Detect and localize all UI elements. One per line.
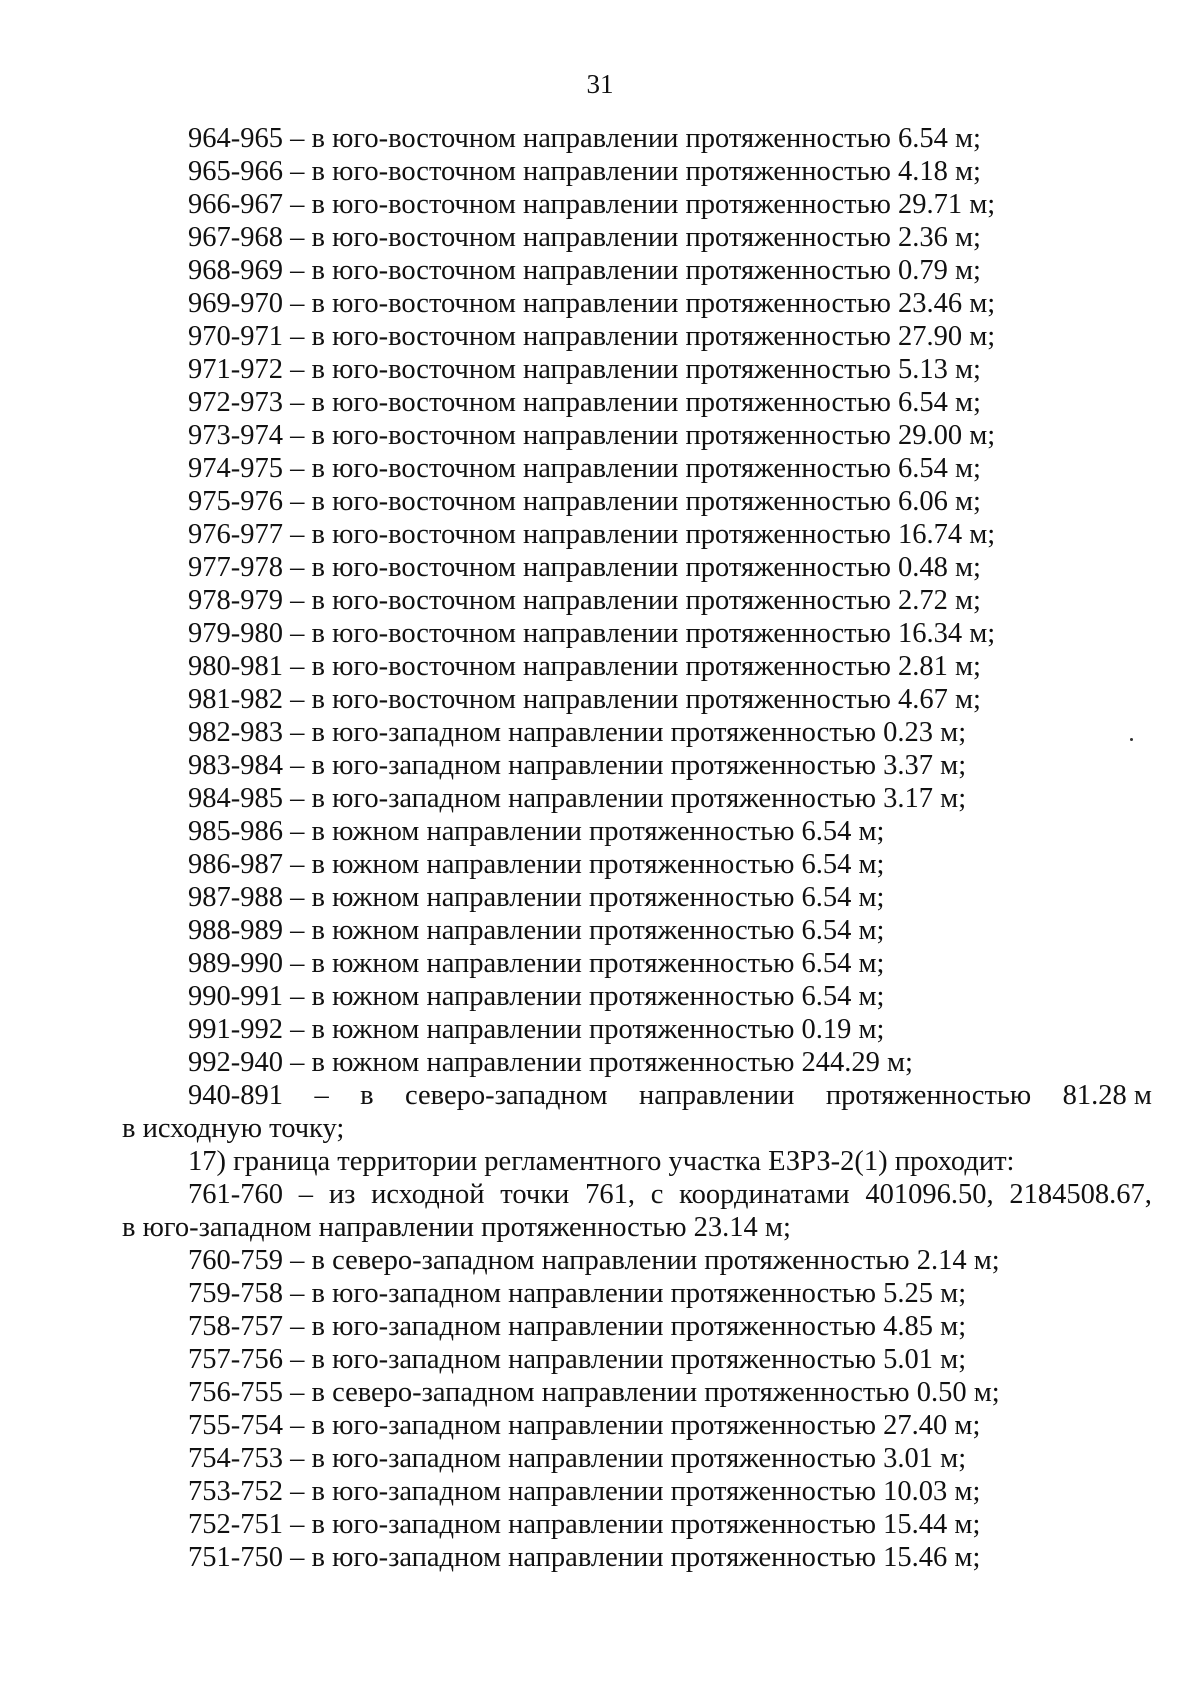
- boundary-segments-list-2: [122, 1244, 1152, 1574]
- segment-761-760-part: –: [298, 1179, 314, 1210]
- segment-761-760-part: 761-760: [188, 1179, 283, 1210]
- boundary-segment-line: 987-988 – в южном направлении протяженностью 6.54 м;: [188, 882, 885, 913]
- boundary-segment-line: 759-758 – в юго-западном направлении протяженностью 5.25 м;: [188, 1278, 967, 1309]
- boundary-segment-line: 983-984 – в юго-западном направлении протяженностью 3.37 м;: [188, 750, 967, 781]
- boundary-segments-list-1: [122, 122, 1152, 1079]
- boundary-segment-line: 755-754 – в юго-западном направлении протяженностью 27.40 м;: [188, 1410, 981, 1441]
- boundary-segment-line: 964-965 – в юго-восточном направлении протяженностью 6.54 м;: [188, 123, 981, 154]
- segment-940-891-part: направлении: [638, 1080, 795, 1111]
- segment-940-891-part: –: [314, 1080, 329, 1111]
- boundary-segment-line: 753-752 – в юго-западном направлении протяженностью 10.03 м;: [188, 1476, 981, 1507]
- boundary-segment-line: 978-979 – в юго-восточном направлении протяженностью 2.72 м;: [188, 585, 981, 616]
- boundary-segment-line: 965-966 – в юго-восточном направлении протяженностью 4.18 м;: [188, 156, 981, 187]
- boundary-segment-line: 992-940 – в южном направлении протяженностью 244.29 м;: [188, 1047, 913, 1078]
- boundary-segment-line: 752-751 – в юго-западном направлении протяженностью 15.44 м;: [188, 1509, 981, 1540]
- boundary-segment-line: 751-750 – в юго-западном направлении протяженностью 15.46 м;: [188, 1542, 981, 1573]
- boundary-segment-line: 974-975 – в юго-восточном направлении протяженностью 6.54 м;: [188, 453, 981, 484]
- segment-761-760-part: 401096.50,: [865, 1179, 994, 1210]
- boundary-segment-line: 754-753 – в юго-западном направлении протяженностью 3.01 м;: [188, 1443, 967, 1474]
- segment-761-760-part: 2184508.67,: [1009, 1179, 1152, 1210]
- segment-761-760-continuation: в юго-западном направлении протяженностью 23.14 м;: [122, 1212, 791, 1243]
- segment-940-891-part: 940-891: [188, 1080, 283, 1111]
- boundary-segment-line: 990-991 – в южном направлении протяженностью 6.54 м;: [188, 981, 885, 1012]
- segment-940-891-line: [122, 1079, 1152, 1112]
- boundary-segment-line: 991-992 – в южном направлении протяженностью 0.19 м;: [188, 1014, 885, 1045]
- segment-761-760-part: координатами: [679, 1179, 850, 1210]
- section-17-heading: 17) граница территории регламентного участка ЕЗРЗ-2(1) проходит:: [188, 1146, 1015, 1177]
- boundary-segment-line: 981-982 – в юго-восточном направлении протяженностью 4.67 м;: [188, 684, 981, 715]
- boundary-segment-line: 756-755 – в северо-западном направлении протяженностью 0.50 м;: [188, 1377, 1000, 1408]
- segment-940-891-part: протяженностью: [825, 1080, 1032, 1111]
- boundary-segment-line: 967-968 – в юго-восточном направлении протяженностью 2.36 м;: [188, 222, 981, 253]
- boundary-segment-line: 972-973 – в юго-восточном направлении протяженностью 6.54 м;: [188, 387, 981, 418]
- segment-761-760-part: с: [650, 1179, 664, 1210]
- segment-761-760-part: точки: [500, 1179, 570, 1210]
- segment-761-760-part: исходной: [371, 1179, 485, 1210]
- boundary-segment-line: 988-989 – в южном направлении протяженностью 6.54 м;: [188, 915, 885, 946]
- segment-761-760-part: 761,: [585, 1179, 635, 1210]
- boundary-segment-line: 969-970 – в юго-восточном направлении протяженностью 23.46 м;: [188, 288, 996, 319]
- segment-761-760-line: [122, 1178, 1152, 1211]
- segment-940-891-continuation: в исходную точку;: [122, 1113, 345, 1144]
- segment-940-891-part: в: [360, 1080, 374, 1111]
- boundary-segment-line: 968-969 – в юго-восточном направлении протяженностью 0.79 м;: [188, 255, 981, 286]
- boundary-segment-line: 966-967 – в юго-восточном направлении протяженностью 29.71 м;: [188, 189, 996, 220]
- boundary-segment-line: 989-990 – в южном направлении протяженностью 6.54 м;: [188, 948, 885, 979]
- boundary-segment-line: 971-972 – в юго-восточном направлении протяженностью 5.13 м;: [188, 354, 981, 385]
- boundary-segment-line: 977-978 – в юго-восточном направлении протяженностью 0.48 м;: [188, 552, 981, 583]
- boundary-segment-line: 975-976 – в юго-восточном направлении протяженностью 6.06 м;: [188, 486, 981, 517]
- boundary-segment-line: 970-971 – в юго-восточном направлении протяженностью 27.90 м;: [188, 321, 996, 352]
- boundary-segment-line: 758-757 – в юго-западном направлении протяженностью 4.85 м;: [188, 1311, 967, 1342]
- boundary-segment-line: 982-983 – в юго-западном направлении протяженностью 0.23 м;: [188, 717, 967, 748]
- boundary-segment-line: 979-980 – в юго-восточном направлении протяженностью 16.34 м;: [188, 618, 996, 649]
- boundary-segment-line: 984-985 – в юго-западном направлении протяженностью 3.17 м;: [188, 783, 967, 814]
- segment-940-891-part: 81.28 м: [1062, 1080, 1152, 1111]
- boundary-segment-line: 973-974 – в юго-восточном направлении протяженностью 29.00 м;: [188, 420, 996, 451]
- document-body: [122, 122, 1152, 1574]
- boundary-segment-line: 986-987 – в южном направлении протяженностью 6.54 м;: [188, 849, 885, 880]
- page-number: 31: [586, 69, 614, 99]
- boundary-segment-line: 757-756 – в юго-западном направлении протяженностью 5.01 м;: [188, 1344, 967, 1375]
- scan-speck: [1130, 738, 1133, 741]
- segment-940-891-part: северо-западном: [405, 1080, 608, 1111]
- boundary-segment-line: 976-977 – в юго-восточном направлении протяженностью 16.74 м;: [188, 519, 996, 550]
- boundary-segment-line: 985-986 – в южном направлении протяженностью 6.54 м;: [188, 816, 885, 847]
- boundary-segment-line: 980-981 – в юго-восточном направлении протяженностью 2.81 м;: [188, 651, 981, 682]
- boundary-segment-line: 760-759 – в северо-западном направлении протяженностью 2.14 м;: [188, 1245, 1000, 1276]
- segment-761-760-part: из: [328, 1179, 356, 1210]
